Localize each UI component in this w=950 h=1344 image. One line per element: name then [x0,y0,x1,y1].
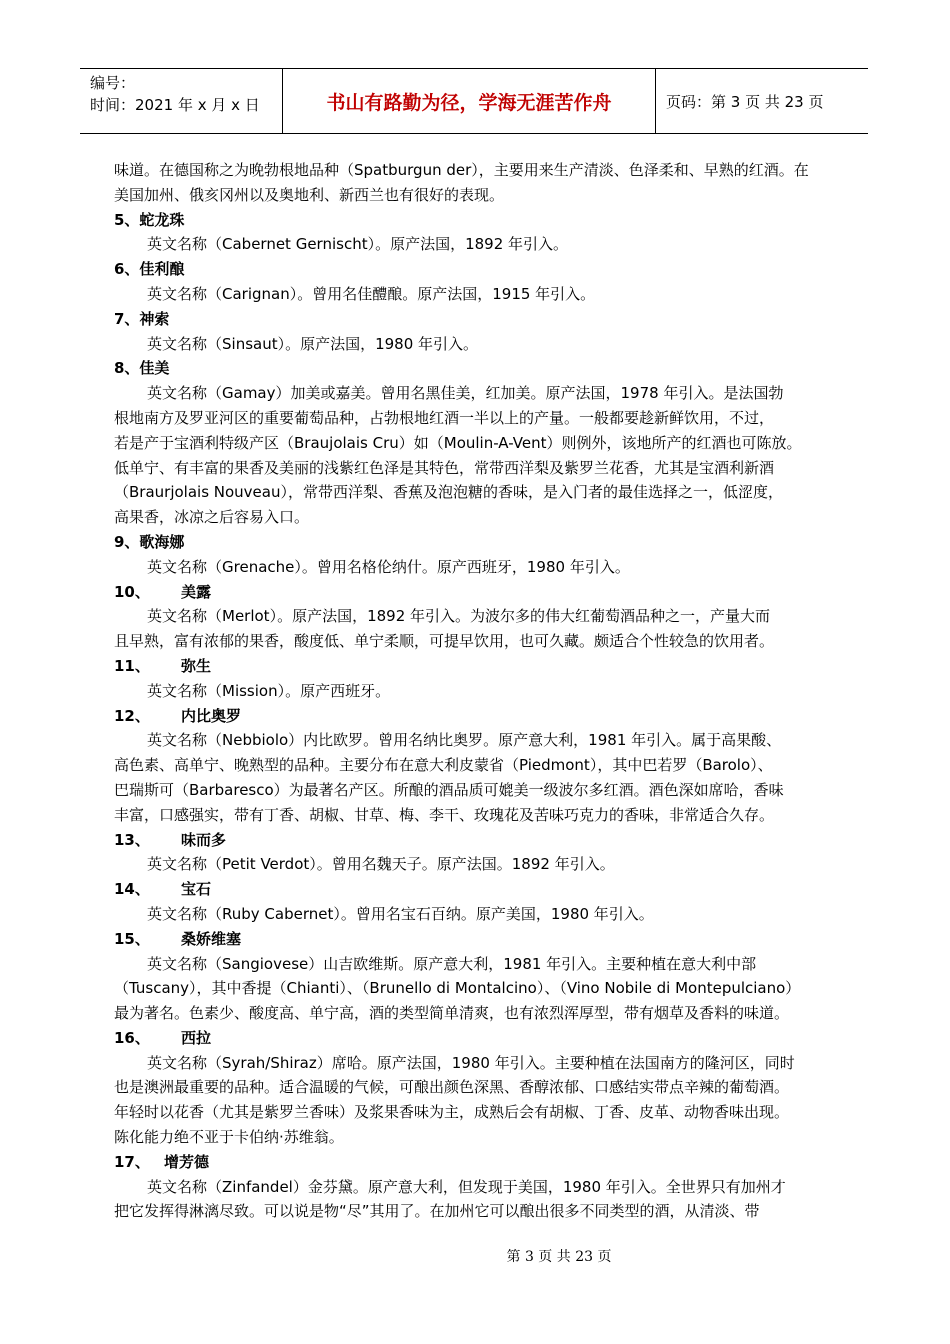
paragraph-line: 英文名称（Grenache）。曾用名格伦纳什。原产西班牙，1980 年引入。 [147,557,630,576]
paragraph-line: 陈化能力绝不亚于卡伯纳·苏维翁。 [114,1128,344,1147]
paragraph-line: 若是产于宝酒利特级产区（Braujolais Cru）如（Moulin-A-Vent）则例外，该地所产的红酒也可陈放。 [114,433,802,452]
section-heading [114,1150,834,1175]
paragraph-line: 英文名称（Sinsaut）。原产法国，1980 年引入。 [147,334,479,353]
header-page-number: 页码：第 3 页 共 23 页 [666,92,824,111]
section-heading: 8、佳美 [114,359,170,378]
paragraph-line: 英文名称（Sangiovese）山吉欧维斯。原产意大利，1981 年引入。主要种植在意大利中部 [147,954,757,973]
heading-title: 桑娇维塞 [181,929,242,948]
heading-number: 16、 [114,1028,150,1047]
paragraph-line: 英文名称（Cabernet Gernischt）。原产法国，1892 年引入。 [147,235,569,254]
section-heading [114,654,834,679]
paragraph-line: 年轻时以花香（尤其是紫罗兰香味）及浆果香味为主，成熟后会有胡椒、丁香、皮革、动物香味出现。 [114,1103,790,1122]
paragraph-line: 巴瑞斯可（Barbaresco）为最著名产区。所酿的酒品质可媲美一级波尔多红酒。酒色深如席哈，香味 [114,780,784,799]
heading-title: 宝石 [181,880,212,899]
paragraph-line: 也是澳洲最重要的品种。适合温暖的气候，可酿出颜色深黑、香醇浓郁、口感结实带点辛辣的葡萄酒。 [114,1078,790,1097]
heading-title: 弥生 [181,656,212,675]
heading-title: 西拉 [181,1028,212,1047]
header-info [80,69,282,133]
heading-number: 12、 [114,706,150,725]
heading-title: 美露 [181,582,212,601]
page-header [80,68,868,134]
paragraph-line: （Braurjolais Nouveau），常带西洋梨、香蕉及泡泡糖的香味，是入门者的最佳选择之一，低涩度， [114,483,783,502]
paragraph-line: 丰富，口感强实，带有丁香、胡椒、甘草、梅、李干、玫瑰花及苦味巧克力的香味，非常适合久存。 [114,805,775,824]
serial-number-label: 编号： [90,74,136,92]
paragraph-line: 英文名称（Carignan）。曾用名佳醴酿。原产法国，1915 年引入。 [147,284,596,303]
heading-number: 15、 [114,929,150,948]
heading-title: 增芳德 [164,1152,210,1171]
section-heading: 9、歌海娜 [114,532,185,551]
paragraph-line: 味道。在德国称之为晚勃根地品种（Spatburgun der），主要用来生产清淡、色泽柔和、早熟的红酒。在 [114,161,809,179]
date-label: 时间：2021 年 x 月 x 日 [90,96,260,114]
paragraph-line: 根地南方及罗亚河区的重要葡萄品种，占勃根地红酒一半以上的产量。一般都要趁新鲜饮用，不过， [114,408,775,427]
heading-number: 14、 [114,880,150,899]
paragraph-line: （Tuscany），其中香提（Chianti）、（Brunello di Montalcino）、（Vino Nobile di Montepulciano） [114,979,801,998]
heading-number: 10、 [114,582,150,601]
section-heading [114,580,834,605]
header-motto: 书山有路勤为径，学海无涯苦作舟 [282,69,656,133]
heading-number: 17、 [114,1152,150,1171]
paragraph-line: 最为著名。色素少、酸度高、单宁高，酒的类型简单清爽，也有浓烈浑厚型，带有烟草及香料的味道。 [114,1004,790,1023]
heading-number: 11、 [114,656,150,675]
paragraph-line: 低单宁、有丰富的果香及美丽的浅紫红色泽是其特色，常带西洋梨及紫罗兰花香，尤其是宝酒利新酒 [114,458,775,477]
paragraph-line: 英文名称（Nebbiolo）内比欧罗。曾用名纳比奥罗。原产意大利，1981 年引入。属于高果酸、 [147,731,782,750]
body-text [114,158,834,1224]
footer-page-number: 第 3 页 共 23 页 [506,1249,612,1265]
section-heading [114,828,834,853]
paragraph-line: 英文名称（Gamay）加美或嘉美。曾用名黑佳美，红加美。原产法国，1978 年引入。是法国勃 [147,384,784,403]
section-heading [114,1026,834,1051]
paragraph-line: 且早熟，富有浓郁的果香，酸度低、单宁柔顺，可提早饮用，也可久藏。颇适合个性较急的饮用者。 [114,632,775,651]
section-heading [114,877,834,902]
heading-number: 13、 [114,830,150,849]
section-heading: 5、蛇龙珠 [114,210,185,229]
heading-title: 味而多 [181,830,227,849]
paragraph-line: 英文名称（Mission）。原产西班牙。 [147,681,391,700]
section-heading: 7、神索 [114,309,170,328]
paragraph-line: 英文名称（Petit Verdot）。曾用名魏天子。原产法国。1892 年引入。 [147,855,615,874]
section-heading: 6、佳利酿 [114,260,185,279]
heading-title: 内比奥罗 [181,706,242,725]
paragraph-line: 把它发挥得淋漓尽致。可以说是物“尽”其用了。在加州它可以酿出很多不同类型的酒，从清淡、带 [114,1202,760,1221]
paragraph-line: 高果香，冰凉之后容易入口。 [114,508,310,527]
paragraph-line: 美国加州、俄亥冈州以及奥地利、新西兰也有很好的表现。 [114,185,505,204]
paragraph-line: 英文名称（Zinfandel）金芬黛。原产意大利，但发现于美国，1980 年引入。全世界只有加州才 [147,1177,786,1196]
paragraph-line: 英文名称（Syrah/Shiraz）席哈。原产法国，1980 年引入。主要种植在法国南方的隆河区，同时 [147,1053,795,1072]
section-heading [114,927,834,952]
page-footer [0,1246,950,1266]
paragraph-line: 英文名称（Ruby Cabernet）。曾用名宝石百纳。原产美国，1980 年引入。 [147,904,654,923]
paragraph-line: 英文名称（Merlot）。原产法国，1892 年引入。为波尔多的伟大红葡萄酒品种之一，产量大而 [147,607,771,626]
paragraph-line: 高色素、高单宁、晚熟型的品种。主要分布在意大利皮蒙省（Piedmont），其中巴若罗（Barolo）、 [114,756,773,775]
section-heading [114,704,834,729]
